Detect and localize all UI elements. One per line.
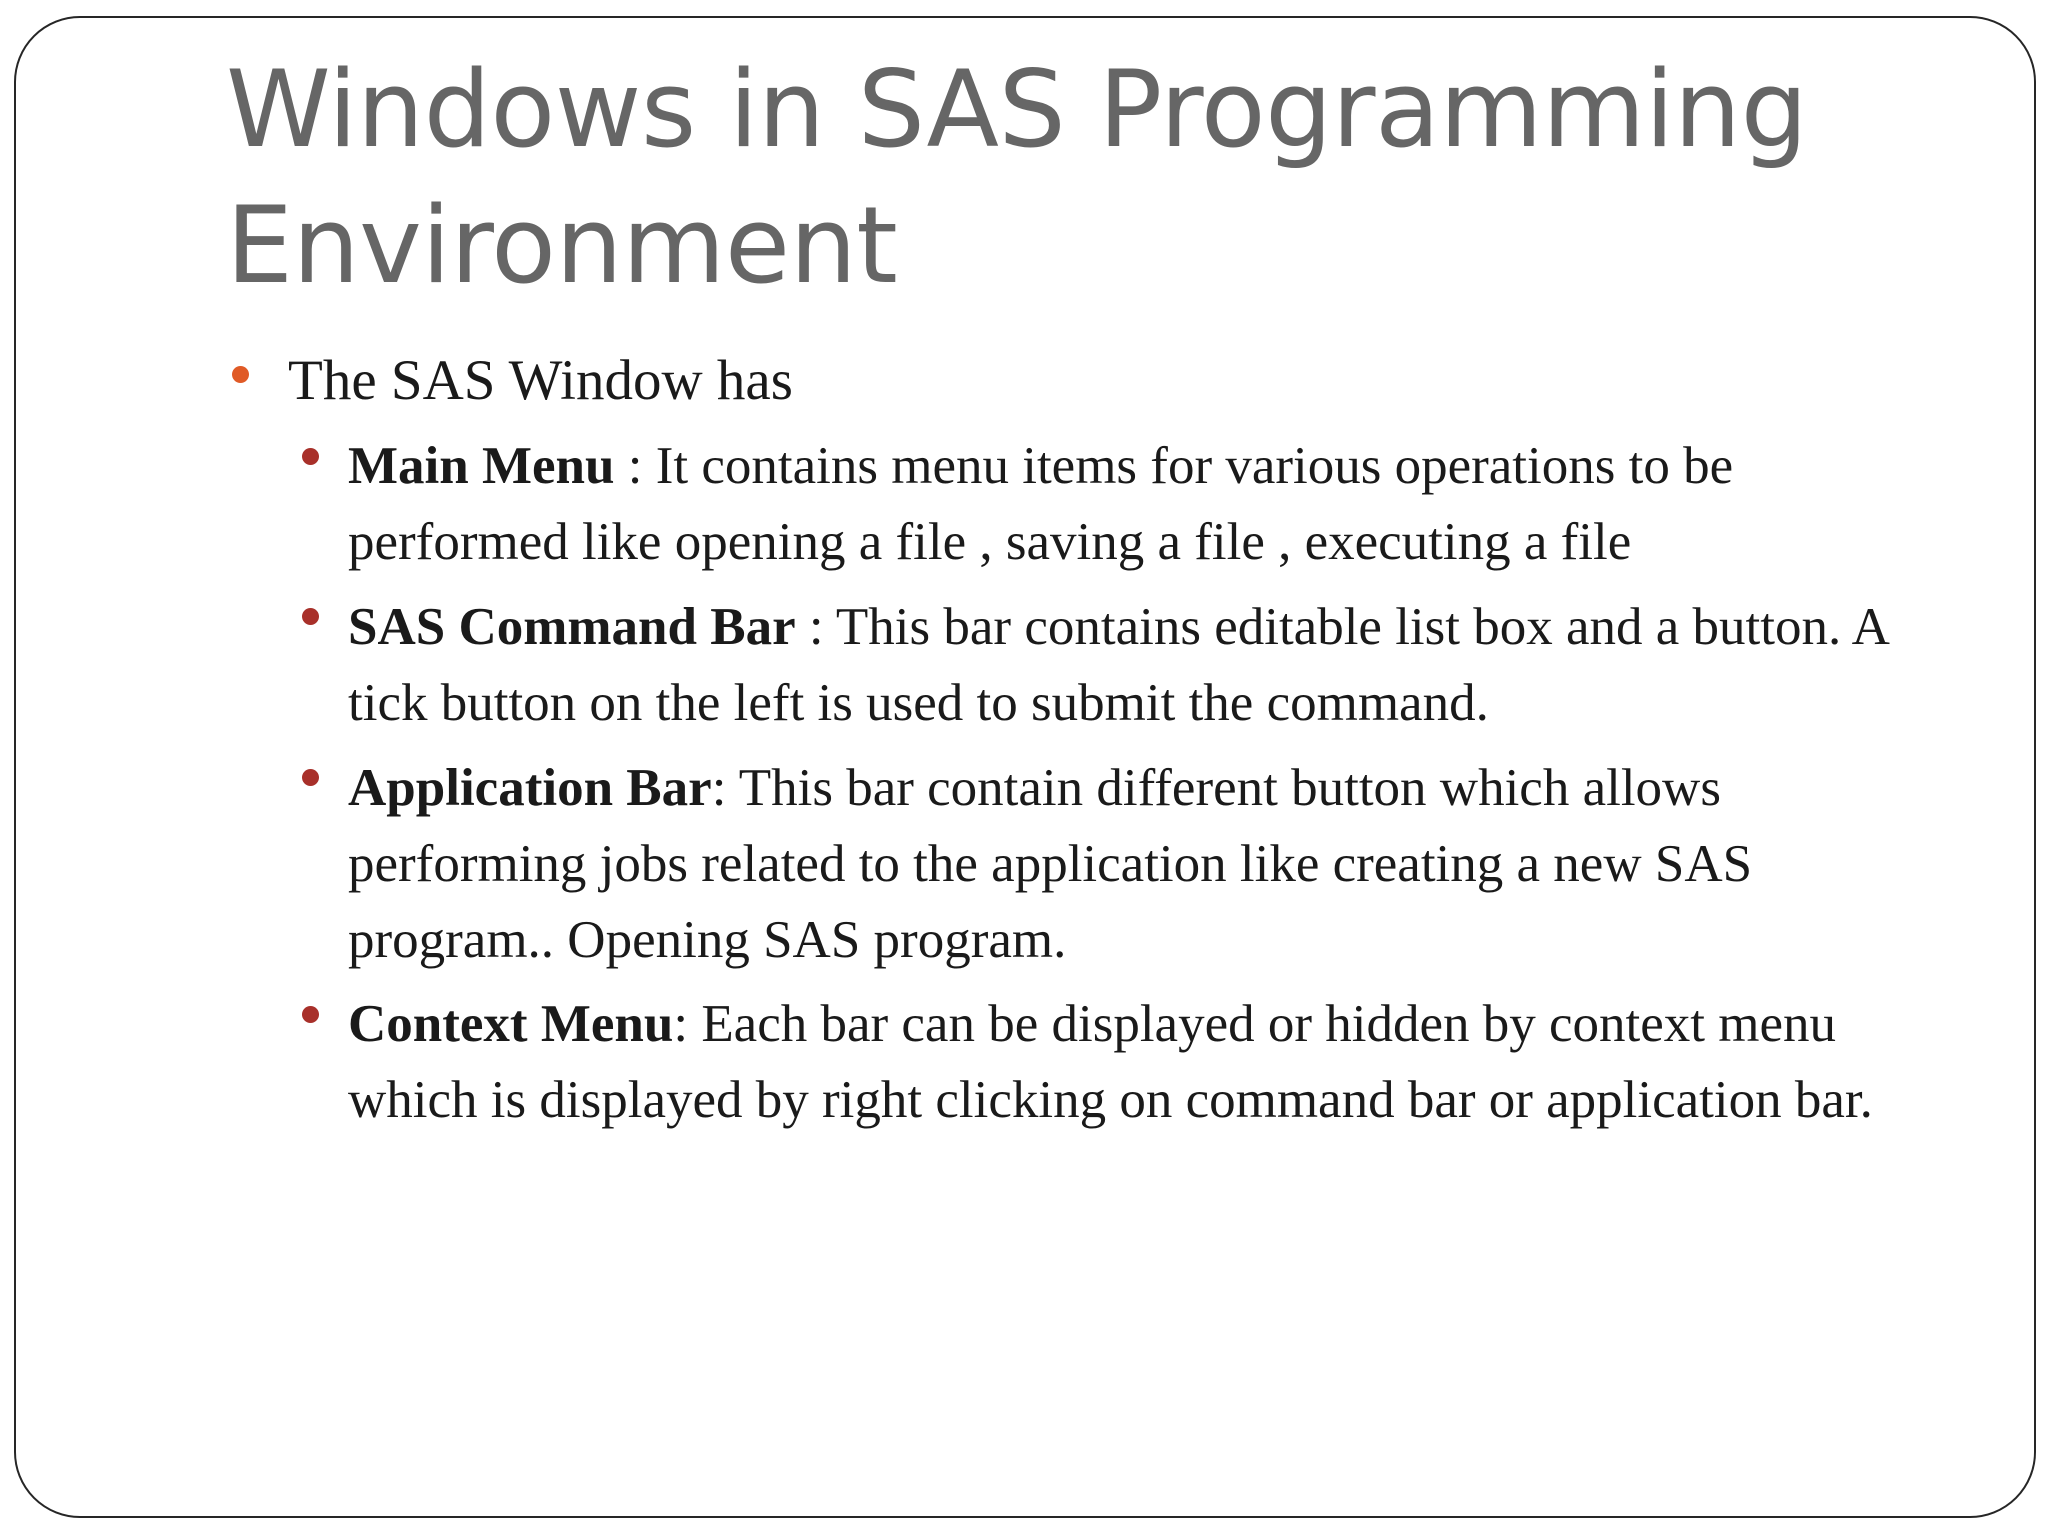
- list-item-application-bar: [348, 750, 1888, 978]
- bullet-dot: [302, 769, 319, 786]
- item-term: Context Menu: [348, 995, 674, 1053]
- bullet-dot: [302, 608, 319, 625]
- list-item-sas-command-bar: [348, 589, 1888, 741]
- item-term: Application Bar: [348, 759, 712, 817]
- item-description: This bar contain different button which allows performing jobs related to the application like creating a new SAS program.. Opening SAS program.: [348, 759, 1753, 969]
- bullet-dot: [302, 1006, 319, 1023]
- list-item-context-menu: [348, 986, 1888, 1138]
- item-separator: :: [614, 437, 656, 495]
- item-description: It contains menu items for various operations to be performed like opening a file , saving a file , executing a file: [348, 437, 1734, 571]
- item-description: This bar contains editable list box and a button. A tick button on the left is used to submit the command.: [348, 598, 1887, 732]
- slide-title: Windows in SAS Programming Environment: [226, 48, 1808, 307]
- bullet-level1-text: The SAS Window has: [288, 349, 793, 412]
- list-item-main-menu: [348, 428, 1888, 580]
- item-term: SAS Command Bar: [348, 598, 796, 656]
- bullet-dot: [232, 366, 249, 383]
- item-description: Each bar can be displayed or hidden by context menu which is displayed by right clicking on command bar or application bar.: [348, 995, 1873, 1129]
- bullet-dot: [302, 448, 319, 465]
- item-separator: :: [673, 995, 702, 1053]
- item-term: Main Menu: [348, 437, 615, 495]
- item-separator: :: [711, 759, 739, 817]
- item-separator: :: [795, 598, 836, 656]
